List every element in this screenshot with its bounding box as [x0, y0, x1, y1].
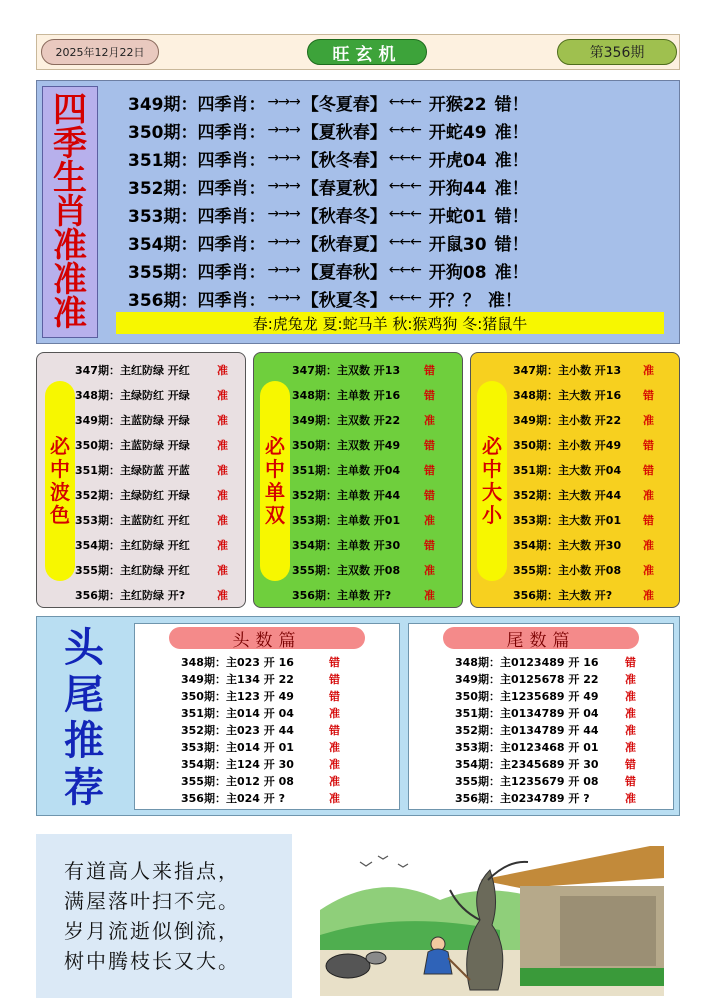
- headtail-title-char: 头: [64, 624, 104, 671]
- arrow-left-icon: ←←←: [388, 206, 421, 222]
- season-row-seasons: 【秋春冬】: [301, 206, 387, 227]
- season-row-status: 错！: [494, 234, 529, 255]
- box-row: [513, 557, 663, 582]
- season-row-status: 准！: [494, 150, 529, 171]
- headtail-title-char: 尾: [64, 670, 104, 718]
- number-row: [455, 670, 636, 687]
- number-row-text: 355期：主1235679 开 08: [455, 774, 599, 788]
- number-row: [455, 738, 636, 755]
- box-row-text: 354期：主大数 开30: [513, 538, 622, 552]
- number-row-status: 准: [625, 706, 636, 720]
- box-row-status: 错: [643, 513, 654, 527]
- box-row-text: 348期：主大数 开16: [513, 388, 622, 402]
- box-row: [292, 407, 444, 432]
- arrow-right-icon: →→→: [267, 122, 300, 138]
- box-row-text: 349期：主小数 开22: [513, 413, 622, 427]
- wave-title: [45, 381, 75, 581]
- season-row-label: 四季肖：: [197, 150, 266, 171]
- tail-number-banner: 尾数篇: [443, 627, 639, 649]
- number-row-status: 准: [625, 672, 636, 686]
- arrow-left-icon: ←←←: [388, 94, 421, 110]
- box-row-status: 错: [643, 438, 654, 452]
- box-row: [292, 357, 444, 382]
- box-row-status: 错: [424, 388, 435, 402]
- box-row: [292, 557, 444, 582]
- box-row-text: 351期：主单数 开04: [292, 463, 401, 477]
- tail-number-box: [408, 623, 674, 810]
- box-row: [292, 532, 444, 557]
- box-row-status: 准: [424, 413, 435, 427]
- box-row-status: 准: [217, 513, 228, 527]
- box-row-status: 准: [217, 588, 228, 602]
- box-row: [75, 582, 237, 607]
- number-row-status: 错: [625, 774, 636, 788]
- box-row: [513, 457, 663, 482]
- box-row-text: 352期：主大数 开44: [513, 488, 622, 502]
- number-row-text: 353期：主014 开 01: [181, 740, 294, 754]
- number-row-text: 353期：主0123468 开 01: [455, 740, 599, 754]
- season-row: [128, 173, 529, 199]
- number-row-status: 准: [329, 774, 340, 788]
- box-row-status: 准: [643, 563, 654, 577]
- box-row-text: 353期：主单数 开01: [292, 513, 401, 527]
- box-row-text: 350期：主双数 开49: [292, 438, 401, 452]
- season-row-result: 开鼠30: [428, 234, 487, 255]
- box-row-status: 错: [643, 463, 654, 477]
- box-row: [292, 482, 444, 507]
- season-row-status: 准！: [494, 262, 529, 283]
- oddeven-title: [260, 381, 290, 581]
- box-row-status: 准: [217, 538, 228, 552]
- box-row-status: 错: [424, 363, 435, 377]
- season-row-status: 错！: [494, 94, 529, 115]
- number-row: [181, 772, 340, 789]
- season-row-result: 开狗08: [428, 262, 487, 283]
- seasons-title-char: 准: [53, 226, 87, 266]
- box-row: [75, 532, 237, 557]
- number-row-text: 348期：主023 开 16: [181, 655, 294, 669]
- number-row-text: 349期：主134 开 22: [181, 672, 294, 686]
- box-row-status: 错: [424, 438, 435, 452]
- number-row-status: 准: [625, 740, 636, 754]
- seasons-title-char: 四: [53, 90, 87, 130]
- box-row-status: 准: [643, 363, 654, 377]
- season-row-seasons: 【秋春夏】: [301, 234, 387, 255]
- arrow-right-icon: →→→: [267, 178, 300, 194]
- number-row-text: 352期：主0134789 开 44: [455, 723, 599, 737]
- season-row-result: 开猴22: [428, 94, 487, 115]
- box-row: [75, 357, 237, 382]
- issue-badge: 第356期: [557, 39, 677, 65]
- wave-title-char: 必: [50, 434, 70, 458]
- box-row: [513, 407, 663, 432]
- seasons-title-char: 生: [53, 158, 87, 198]
- season-row-result: 开蛇01: [428, 206, 487, 227]
- box-row-status: 准: [217, 463, 228, 477]
- season-row-status: 准！: [487, 290, 522, 311]
- number-row: [181, 670, 340, 687]
- season-row: [128, 89, 529, 115]
- poem-line: 岁月流逝似倒流，: [64, 919, 240, 943]
- arrow-left-icon: ←←←: [388, 122, 421, 138]
- number-row-status: 准: [329, 706, 340, 720]
- number-row: [455, 653, 636, 670]
- number-row-status: 准: [329, 791, 340, 805]
- box-row-status: 准: [424, 513, 435, 527]
- season-row-period: 356期：: [128, 290, 198, 311]
- season-row-seasons: 【秋夏冬】: [301, 290, 387, 311]
- header-bar: [36, 34, 680, 70]
- number-row-text: 350期：主123 开 49: [181, 689, 294, 703]
- box-row-text: 351期：主大数 开04: [513, 463, 622, 477]
- wave-title-char: 色: [50, 503, 70, 527]
- season-row-seasons: 【春夏秋】: [301, 178, 387, 199]
- season-row-label: 四季肖：: [197, 206, 266, 227]
- box-row-status: 准: [217, 363, 228, 377]
- season-row-status: 准！: [494, 178, 529, 199]
- box-row: [75, 557, 237, 582]
- arrow-right-icon: →→→: [267, 206, 300, 222]
- arrow-left-icon: ←←←: [388, 290, 421, 306]
- poem-panel: [36, 834, 292, 998]
- number-row-text: 349期：主0125678 开 22: [455, 672, 599, 686]
- number-row-text: 348期：主0123489 开 16: [455, 655, 599, 669]
- oddeven-title-char: 中: [265, 457, 285, 481]
- seasons-title-char: 季: [53, 124, 87, 164]
- box-row-status: 准: [217, 488, 228, 502]
- oddeven-title-char: 单: [265, 480, 285, 504]
- season-row-seasons: 【冬夏春】: [301, 94, 387, 115]
- box-row: [292, 507, 444, 532]
- wave-title-char: 波: [50, 480, 70, 504]
- box-row: [292, 432, 444, 457]
- season-row-seasons: 【夏春秋】: [301, 262, 387, 283]
- big-small-box: [470, 352, 680, 608]
- season-row-result: 开狗44: [428, 178, 487, 199]
- number-row-text: 351期：主0134789 开 04: [455, 706, 599, 720]
- number-row-text: 352期：主023 开 44: [181, 723, 294, 737]
- seasons-title-char: 准: [53, 260, 87, 300]
- box-row-status: 错: [424, 488, 435, 502]
- box-row-text: 356期：主单数 开?: [292, 588, 392, 602]
- number-row: [181, 789, 340, 806]
- season-row-period: 354期：: [128, 234, 198, 255]
- number-row-status: 准: [625, 723, 636, 737]
- number-row-text: 356期：主024 开 ?: [181, 791, 285, 805]
- season-row: [128, 229, 529, 255]
- season-row-label: 四季肖：: [197, 290, 266, 311]
- box-row-text: 356期：主大数 开?: [513, 588, 613, 602]
- cartoon-illustration: [320, 840, 664, 996]
- box-row: [513, 382, 663, 407]
- box-row: [75, 432, 237, 457]
- number-row: [455, 687, 636, 704]
- box-row: [75, 507, 237, 532]
- headtail-title-char: 荐: [64, 763, 104, 811]
- box-row-text: 355期：主小数 开08: [513, 563, 622, 577]
- number-row-status: 准: [329, 740, 340, 754]
- box-row-text: 350期：主蓝防绿 开绿: [75, 438, 190, 452]
- number-row-status: 准: [625, 689, 636, 703]
- box-row: [513, 357, 663, 382]
- box-row-text: 348期：主绿防红 开绿: [75, 388, 190, 402]
- poem-line: 树中腾枝长又大。: [64, 949, 240, 973]
- box-row-text: 349期：主蓝防绿 开绿: [75, 413, 190, 427]
- number-row-text: 356期：主0234789 开 ?: [455, 791, 590, 805]
- number-row: [455, 772, 636, 789]
- season-row-seasons: 【秋冬春】: [301, 150, 387, 171]
- number-row: [181, 704, 340, 721]
- season-row: [128, 201, 529, 227]
- box-row-status: 准: [217, 413, 228, 427]
- season-row-label: 四季肖：: [197, 234, 266, 255]
- number-row: [181, 721, 340, 738]
- box-row-text: 347期：主红防绿 开红: [75, 363, 190, 377]
- season-row-period: 355期：: [128, 262, 198, 283]
- arrow-right-icon: →→→: [267, 262, 300, 278]
- seasons-legend: 春:虎兔龙 夏:蛇马羊 秋:猴鸡狗 冬:猪鼠牛: [116, 312, 664, 334]
- seasons-title: [42, 86, 98, 338]
- bigsmall-title-char: 中: [482, 457, 502, 481]
- box-row-status: 准: [643, 588, 654, 602]
- number-row-status: 错: [329, 672, 340, 686]
- box-row: [292, 582, 444, 607]
- number-row-text: 354期：主2345689 开 30: [455, 757, 599, 771]
- season-row: [128, 145, 529, 171]
- number-row: [181, 755, 340, 772]
- arrow-left-icon: ←←←: [388, 262, 421, 278]
- box-row: [75, 482, 237, 507]
- season-row-label: 四季肖：: [197, 178, 266, 199]
- arrow-left-icon: ←←←: [388, 178, 421, 194]
- box-row-status: 错: [424, 463, 435, 477]
- number-row-text: 351期：主014 开 04: [181, 706, 294, 720]
- seasons-title-char: 肖: [53, 192, 87, 232]
- poem-line: 满屋落叶扫不完。: [64, 889, 240, 913]
- box-row: [75, 457, 237, 482]
- number-row-status: 错: [625, 655, 636, 669]
- box-row-text: 355期：主双数 开08: [292, 563, 401, 577]
- box-row-status: 准: [424, 563, 435, 577]
- box-row-status: 准: [643, 488, 654, 502]
- season-row: [128, 257, 529, 283]
- season-row-label: 四季肖：: [197, 122, 266, 143]
- season-row: [128, 285, 522, 311]
- box-row-text: 352期：主单数 开44: [292, 488, 401, 502]
- number-row: [455, 789, 636, 806]
- box-row: [75, 407, 237, 432]
- number-row-status: 错: [329, 723, 340, 737]
- number-row-status: 错: [329, 655, 340, 669]
- season-row-label: 四季肖：: [197, 262, 266, 283]
- number-row-status: 准: [329, 757, 340, 771]
- season-row: [128, 117, 529, 143]
- wave-color-box: [36, 352, 246, 608]
- arrow-right-icon: →→→: [267, 290, 300, 306]
- arrow-right-icon: →→→: [267, 150, 300, 166]
- headtail-title-char: 推: [64, 717, 104, 765]
- box-row-status: 错: [643, 388, 654, 402]
- head-number-banner: 头数篇: [169, 627, 365, 649]
- number-row-status: 准: [625, 791, 636, 805]
- season-row-result: 开？？: [428, 290, 480, 311]
- odd-even-box: [253, 352, 463, 608]
- date-badge: 2025年12月22日: [41, 39, 159, 65]
- number-row-text: 354期：主124 开 30: [181, 757, 294, 771]
- bigsmall-title: [477, 381, 507, 581]
- number-row: [181, 653, 340, 670]
- season-row-period: 349期：: [128, 94, 198, 115]
- number-row: [455, 704, 636, 721]
- box-row-status: 准: [643, 538, 654, 552]
- box-row: [292, 457, 444, 482]
- number-row-status: 错: [625, 757, 636, 771]
- season-row-period: 353期：: [128, 206, 198, 227]
- number-row: [181, 687, 340, 704]
- box-row-text: 351期：主绿防蓝 开蓝: [75, 463, 190, 477]
- box-row-status: 准: [217, 388, 228, 402]
- box-row: [75, 382, 237, 407]
- box-row-text: 352期：主绿防红 开绿: [75, 488, 190, 502]
- box-row-text: 356期：主红防绿 开?: [75, 588, 186, 602]
- season-row-period: 350期：: [128, 122, 198, 143]
- bigsmall-title-char: 必: [482, 434, 502, 458]
- arrow-left-icon: ←←←: [388, 150, 421, 166]
- box-row-text: 353期：主蓝防红 开红: [75, 513, 190, 527]
- box-row: [513, 432, 663, 457]
- logo-badge: 旺玄机: [307, 39, 427, 65]
- season-row-status: 准！: [494, 122, 529, 143]
- oddeven-title-char: 必: [265, 434, 285, 458]
- head-number-box: [134, 623, 400, 810]
- number-row: [455, 755, 636, 772]
- wave-title-char: 中: [50, 457, 70, 481]
- box-row-text: 354期：主红防绿 开红: [75, 538, 190, 552]
- box-row-status: 准: [217, 438, 228, 452]
- box-row: [292, 382, 444, 407]
- season-row-result: 开蛇49: [428, 122, 487, 143]
- season-row-label: 四季肖：: [197, 94, 266, 115]
- number-row: [455, 721, 636, 738]
- oddeven-title-char: 双: [265, 503, 285, 527]
- season-row-result: 开虎04: [428, 150, 487, 171]
- headtail-title: [44, 624, 124, 811]
- box-row: [513, 582, 663, 607]
- box-row-status: 准: [643, 413, 654, 427]
- arrow-left-icon: ←←←: [388, 234, 421, 250]
- box-row-status: 错: [424, 538, 435, 552]
- season-row-seasons: 【夏秋春】: [301, 122, 387, 143]
- number-row: [181, 738, 340, 755]
- box-row-text: 349期：主双数 开22: [292, 413, 401, 427]
- box-row: [513, 507, 663, 532]
- season-row-period: 351期：: [128, 150, 198, 171]
- box-row-text: 347期：主双数 开13: [292, 363, 401, 377]
- box-row-text: 350期：主小数 开49: [513, 438, 622, 452]
- box-row-text: 348期：主单数 开16: [292, 388, 401, 402]
- arrow-right-icon: →→→: [267, 234, 300, 250]
- box-row-status: 准: [424, 588, 435, 602]
- box-row: [513, 482, 663, 507]
- season-row-status: 错！: [494, 206, 529, 227]
- box-row-text: 353期：主大数 开01: [513, 513, 622, 527]
- box-row-text: 347期：主小数 开13: [513, 363, 622, 377]
- poem-line: 有道高人来指点，: [64, 859, 240, 883]
- arrow-right-icon: →→→: [267, 94, 300, 110]
- box-row-text: 354期：主单数 开30: [292, 538, 401, 552]
- number-row-text: 355期：主012 开 08: [181, 774, 294, 788]
- box-row-text: 355期：主红防绿 开红: [75, 563, 190, 577]
- bigsmall-title-char: 小: [482, 503, 502, 527]
- box-row-status: 准: [217, 563, 228, 577]
- box-row: [513, 532, 663, 557]
- bigsmall-title-char: 大: [482, 480, 502, 504]
- number-row-status: 错: [329, 689, 340, 703]
- number-row-text: 350期：主1235689 开 49: [455, 689, 599, 703]
- season-row-period: 352期：: [128, 178, 198, 199]
- seasons-title-char: 准: [53, 294, 87, 334]
